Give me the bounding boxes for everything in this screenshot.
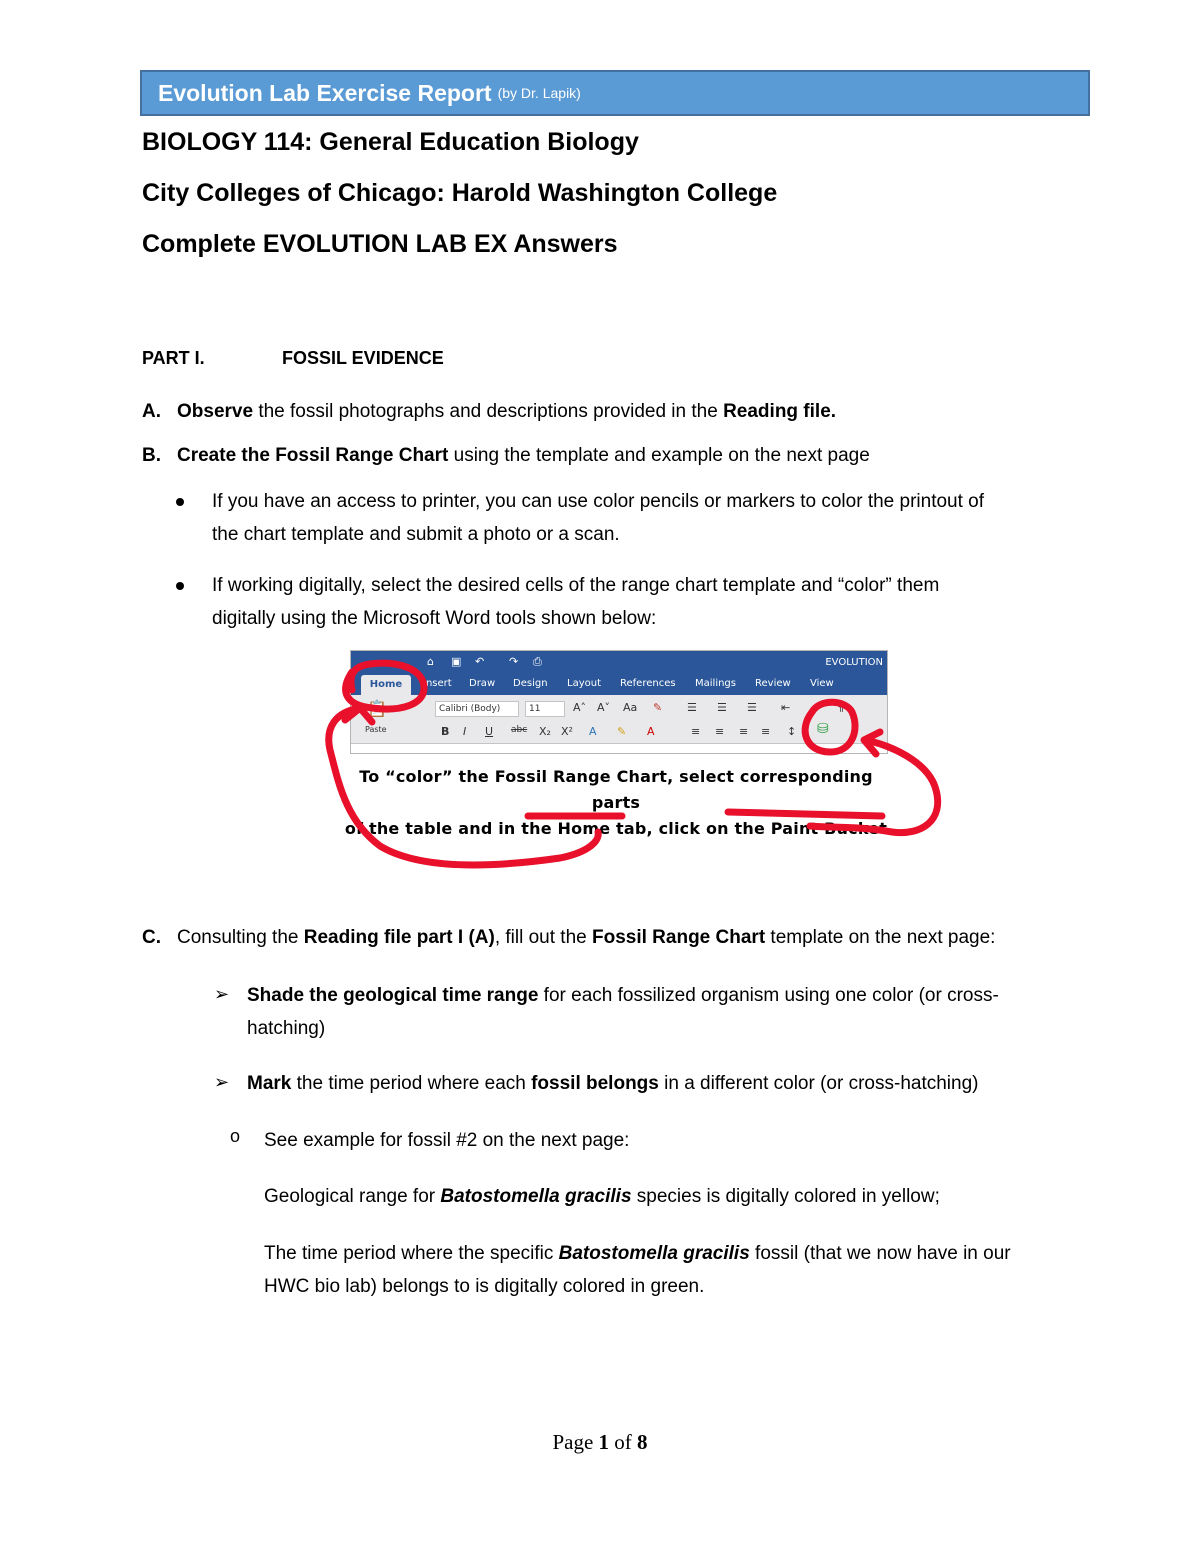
example-line: See example for fossil #2 on the next page: [264,1130,630,1151]
tab-view[interactable]: View [810,678,834,689]
paragraph-mark-icon[interactable]: ¶ [837,701,844,714]
tab-insert[interactable]: Insert [423,678,452,689]
change-case-icon[interactable]: Aa [623,701,638,714]
tab-mailings[interactable]: Mailings [695,678,736,689]
part-label: PART I. [142,348,205,368]
page-number-footer: Page 1 of 8 [552,1430,648,1454]
justify-icon[interactable]: ≡ [761,725,771,738]
example-yellow-text: Geological range for Batostomella gracilis species is digitally colored in yellow; [264,1186,940,1207]
circle-bullet-icon: o [230,1126,241,1146]
strikethrough-icon[interactable]: abc [511,725,528,735]
print-icon: ⎙ [533,655,542,668]
bullet-printer-text: If you have an access to printer, you can use color pencils or markers to color the printout of the chart template and submit a photo or a scan. [212,491,985,545]
numbering-icon[interactable]: ☰ [717,701,727,714]
course-title: BIOLOGY 114: General Education Biology [142,128,639,156]
tab-layout[interactable]: Layout [567,678,601,689]
align-right-icon[interactable]: ≡ [739,725,749,738]
item-a-text: Observe the fossil photographs and descriptions provided in the Reading file. [177,401,837,422]
save-icon: ▣ [451,655,462,668]
clipboard-icon[interactable]: 📋 [367,699,387,718]
align-center-icon[interactable]: ≡ [715,725,725,738]
arrow-bullet-icon: ➢ [214,984,230,1004]
report-title: Evolution Lab Exercise Report [158,79,492,106]
bullets-icon[interactable]: ☰ [687,701,697,714]
subscript-icon[interactable]: X₂ [539,725,551,738]
bullet-dot [176,498,184,506]
annotation-callout: To “color” the Fossil Range Chart, select corresponding parts of the table and in the Home tab, click on the Paint Bucket [344,767,888,838]
shrink-font-icon[interactable]: A˅ [597,701,611,714]
college-title: City Colleges of Chicago: Harold Washington College [142,179,778,207]
answers-title: Complete EVOLUTION LAB EX Answers [142,230,618,258]
font-size-select[interactable]: 11 [525,701,565,717]
item-b-marker: B. [142,445,161,466]
font-name-select[interactable]: Calibri (Body) [435,701,519,717]
font-color-icon[interactable]: A [647,725,655,738]
mark-instruction: Mark the time period where each fossil belongs in a different color (or cross-hatching) [247,1073,979,1094]
highlight-icon[interactable]: ✎ [617,725,627,738]
home-icon: ⌂ [427,655,434,668]
item-c-text: Consulting the Reading file part I (A), fill out the Fossil Range Chart template on the next page: [177,927,996,948]
report-author: (by Dr. Lapik) [497,85,581,101]
redo-icon: ↷ [509,655,519,668]
line-spacing-icon[interactable]: ↕ [787,725,797,738]
tab-design[interactable]: Design [513,678,548,689]
text-effects-icon[interactable]: A [589,725,597,738]
decrease-indent-icon[interactable]: ⇤ [781,701,791,714]
italic-icon[interactable]: I [463,725,467,738]
paint-bucket-icon[interactable]: ⛁ [817,721,829,737]
multilevel-list-icon[interactable]: ☰ [747,701,757,714]
item-b-text: Create the Fossil Range Chart using the template and example on the next page [177,445,870,466]
window-title: EVOLUTION [825,657,883,668]
tab-references[interactable]: References [620,678,676,689]
word-ribbon-screenshot [350,650,888,754]
part-heading: FOSSIL EVIDENCE [282,348,444,368]
tab-draw[interactable]: Draw [469,678,496,689]
grow-font-icon[interactable]: A˄ [573,701,587,714]
underline-icon[interactable]: U [485,725,494,738]
clear-format-icon[interactable]: ✎ [653,701,663,714]
tab-home[interactable]: Home [361,675,411,695]
superscript-icon[interactable]: X² [561,725,573,738]
bold-icon[interactable]: B [441,725,450,738]
bullet-digital-text: If working digitally, select the desired cells of the range chart template and “color” them digitally using the Microsoft Word tools shown below: [212,575,940,629]
ruler [351,743,887,754]
arrow-bullet-icon: ➢ [214,1072,230,1092]
paste-label[interactable]: Paste [365,725,387,734]
shade-instruction: Shade the geological time range for each fossilized organism using one color (or cross- hatching) [247,985,999,1039]
undo-icon: ↶ [475,655,485,668]
item-a-marker: A. [142,401,161,422]
align-left-icon[interactable]: ≡ [691,725,701,738]
tab-review[interactable]: Review [755,678,791,689]
example-green-text: The time period where the specific Batostomella gracilis fossil (that we now have in our HWC bio lab) belongs to is digitally colored in green. [264,1243,1011,1297]
bullet-dot [176,582,184,590]
item-c-marker: C. [142,927,161,948]
report-header-banner [140,70,1090,116]
